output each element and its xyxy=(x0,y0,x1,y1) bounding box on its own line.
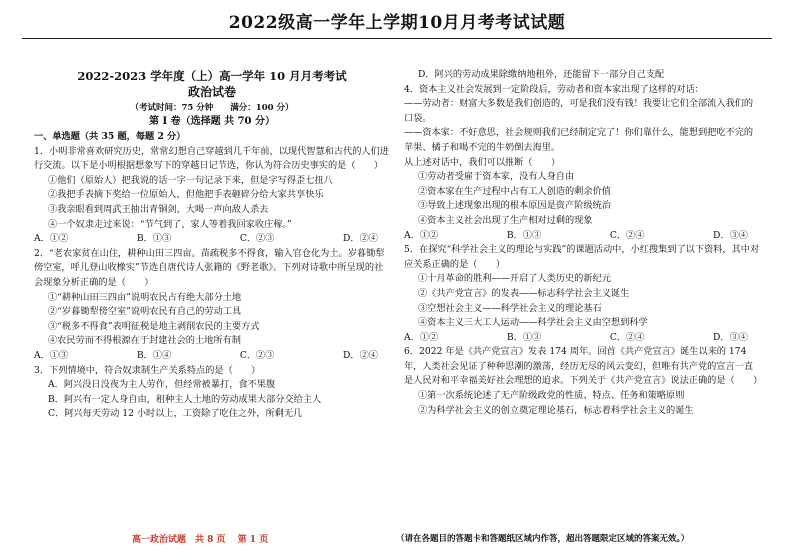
question-2-option: ②“岁暮锄犁傍空室”说明农民有自己的劳动工具 xyxy=(48,306,242,318)
question-2-option: ③“税多不得食”表明征税是地主剥削农民的主要方式 xyxy=(48,320,260,332)
section-title: 一、单选题（共 35 题，每题 2 分） xyxy=(34,131,186,142)
page-footer-left: 高一政治试题 共 8 页 第 1 页 xyxy=(132,535,269,545)
question-1-option: ②我把手表摘下奖给一位原始人，但他把手表砸碎分给大家共享快乐 xyxy=(48,189,324,201)
answer-choice: B．①③ xyxy=(506,229,542,241)
question-1-option: ③我亲眼看到周武王抽出青铜剑，大喝一声向敌人杀去 xyxy=(48,203,269,215)
answer-choice: B．①③ xyxy=(506,331,542,343)
answer-choice: B．①④ xyxy=(136,349,172,361)
question-5-stem: 5．在探究“科学社会主义的理论与实践”的课题活动中，小红搜集到了以下资料，其中对应关系正确的是（ ） xyxy=(404,244,760,270)
answer-choice: C．②④ xyxy=(609,331,645,343)
question-3-option: D．阿兴的劳动成果除缴纳地租外，还能留下一部分自己支配 xyxy=(418,69,665,80)
question-2-option: ①“耕种山田三四亩”说明农民占有绝大部分土地 xyxy=(48,291,242,303)
exam-part-title: 第 I 卷（选择题 共 70 分） xyxy=(148,116,275,127)
question-5-option: ③空想社会主义——科学社会主义的理论基石 xyxy=(418,302,602,314)
page-footer-right: （请在各题目的答题卡和答题纸区域内作答，超出答题限定区域的答案无效。） xyxy=(396,534,690,544)
question-6-option: ②为科学社会主义的创立奠定理论基石，标志着科学社会主义的诞生 xyxy=(418,404,694,416)
answer-choice: A．①② xyxy=(404,331,439,343)
question-1-answers xyxy=(34,232,390,247)
question-1-option: ①他们（原始人）把我说的话一字一句记录下来，但是字写得歪七扭八 xyxy=(48,174,333,186)
question-4-option: ④资本主义社会出现了生产相对过剩的现象 xyxy=(418,214,593,226)
question-3-stem: 3．下列情境中，符合奴隶制生产关系特点的是（ ） xyxy=(34,364,261,376)
answer-choice: D．③④ xyxy=(713,331,748,343)
question-4-stem: 4．资本主义社会发展到一定阶段后，劳动者和资本家出现了这样的对话： xyxy=(404,83,704,95)
question-3-option: C．阿兴每天劳动 12 小时以上，工资除了吃住之外，所剩无几 xyxy=(48,408,303,420)
answer-choice: A．①③ xyxy=(34,349,69,361)
question-1-stem: 1．小明非常喜欢研究历史，常常幻想自己穿越到几千年前，以现代智慧和古代的人们进行交流。以下是小明根据想象写下的穿越日记节选，你认为符合历史事实的是（ ） xyxy=(34,145,389,172)
answer-choice: C．②③ xyxy=(239,349,275,361)
answer-choice: C．②④ xyxy=(609,229,645,241)
question-6-stem: 6．2022 年是《共产党宣言》发表 174 周年。回首《共产党宣言》诞生以来的 174 年，人类社会见证了种种思潮的激荡，经历无尽的风云变幻，但唯有共产党的宣言一直是人民对和平幸福美好社会理想的追求。下列关于《共产党宣言》说法正确的是（ ） xyxy=(404,346,763,387)
answer-choice: D．②④ xyxy=(343,349,378,361)
question-5-option: ①十月革命的胜利——开启了人类历史的新纪元 xyxy=(418,273,611,285)
page-header-title: 2022级高一学年上学期10月月考考试试题 xyxy=(228,13,566,33)
question-6-option: ①第一次系统论述了无产阶级政党的性质、特点、任务和策略原则 xyxy=(418,390,685,402)
question-2-option: ④农民劳而不得根源在于封建社会的土地所有制 xyxy=(48,335,241,347)
exam-title: 2022-2023 学年度（上）高一学年 10 月月考考试 xyxy=(77,69,347,83)
question-4-option: ①劳动者受雇于资本家，没有人身自由 xyxy=(418,171,575,183)
exam-subject: 政治试卷 xyxy=(187,85,236,99)
answer-choice: D．③④ xyxy=(713,229,748,241)
answer-choice: D．②④ xyxy=(343,233,378,245)
answer-choice: B．①③ xyxy=(136,233,172,245)
question-5-answers xyxy=(404,331,760,346)
question-2-stem: 2．“老农家贫在山住，耕种山田三四亩。苗疏税多不得食，输入官仓化为土。岁暮锄犁傍空室，呼儿登山收橡实”节选自唐代诗人张籍的《野老歌》。下列对诗歌中所呈现的社会现象分析正确的是（ ） xyxy=(34,247,385,288)
question-4-dialogue: ——劳动者：财富大多数是我们创造的，可是我们没有钱！我要让它们全部流入我们的口袋。 xyxy=(404,98,754,124)
question-3-option: B．阿兴有一定人身自由，租种主人土地的劳动成果大部分交给主人 xyxy=(48,393,322,405)
answer-choice: A．①② xyxy=(404,229,439,241)
question-1-option: ④一个奴隶走过来说：“节气到了，家人等着我回家收庄稼。” xyxy=(48,218,292,230)
question-4-answers xyxy=(404,229,760,244)
question-5-option: ④资本主义三大工人运动——科学社会主义由空想到科学 xyxy=(418,317,648,329)
left-column xyxy=(34,68,390,422)
question-4-lead: 从上述对话中，我们可以推断（ ） xyxy=(404,156,561,168)
exam-meta: （考试时间：75 分钟 满分：100 分） xyxy=(130,103,294,113)
right-column xyxy=(404,68,763,418)
question-4-option: ②资本家在生产过程中占有工人创造的剩余价值 xyxy=(418,185,611,197)
header-divider xyxy=(22,38,772,39)
answer-choice: A．①② xyxy=(34,233,69,245)
question-2-answers xyxy=(34,349,390,364)
answer-choice: C．②③ xyxy=(239,233,275,245)
question-4-option: ③导致上述现象出现的根本原因是资产阶级统治 xyxy=(418,200,611,212)
question-3-option: A．阿兴没日没夜为主人劳作，但经常被暴打，食不果腹 xyxy=(48,379,276,391)
question-4-dialogue: ——资本家：不好意思，社会规则我们已经制定完了！你们靠什么，能想到把吃不完的苹果、橘子和喝不完的牛奶倒去海里。 xyxy=(404,127,754,153)
question-5-option: ②《共产党宣言》的发表——标志科学社会主义诞生 xyxy=(418,287,630,299)
